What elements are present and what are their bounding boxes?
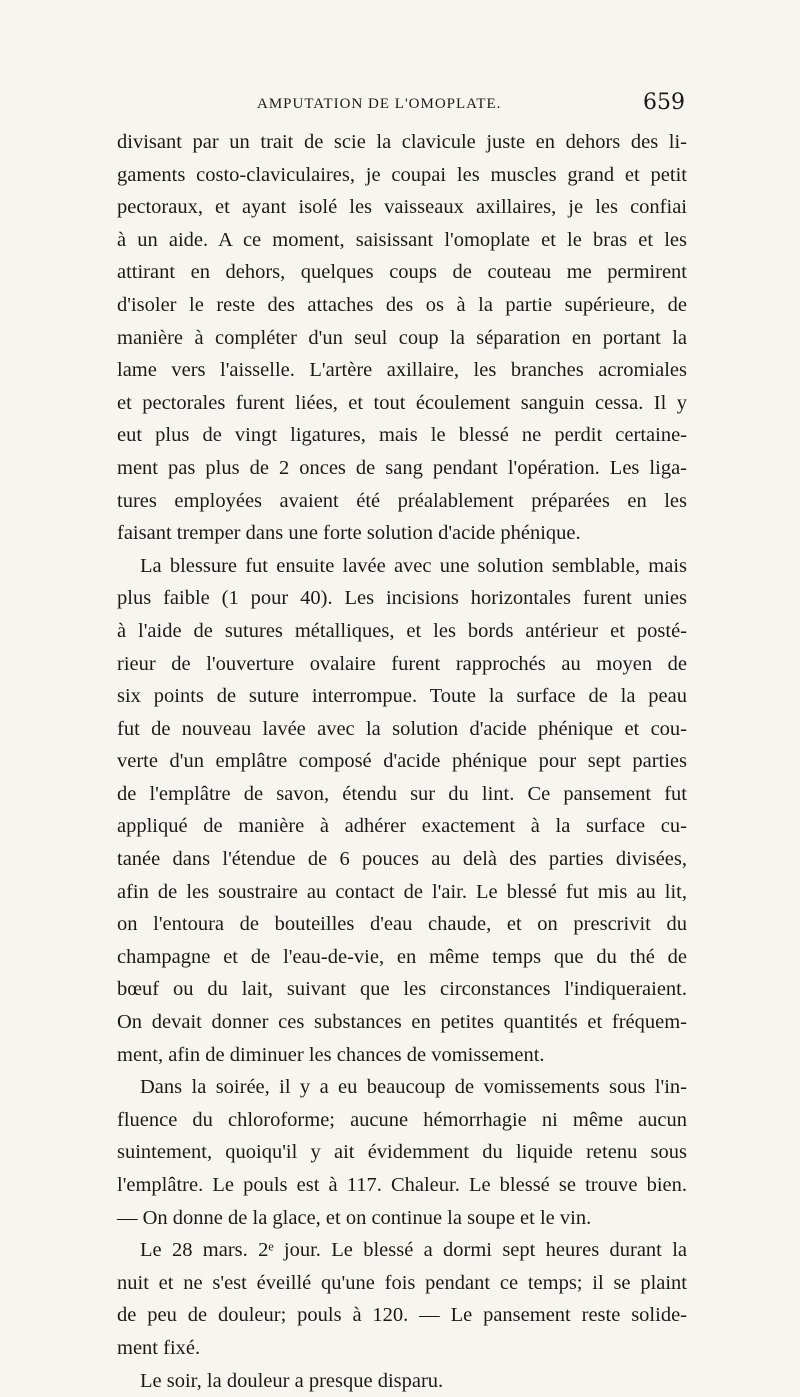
text-line: ment pas plus de 2 onces de sang pendant l'opération. Les liga- xyxy=(117,456,687,479)
text-line: divisant par un trait de scie la clavicule juste en dehors des li- xyxy=(117,131,687,153)
page-number: 659 xyxy=(643,90,685,115)
text-line: fut de nouveau lavée avec la solution d'acide phénique et cou- xyxy=(117,717,687,740)
text-line: Le soir, la douleur a presque disparu. xyxy=(140,1369,444,1392)
text-line: ment fixé. xyxy=(117,1336,201,1359)
text-line: et pectorales furent liées, et tout écoulement sanguin cessa. Il y xyxy=(117,391,687,414)
text-line: gaments costo-claviculaires, je coupai les muscles grand et petit xyxy=(117,163,687,186)
body-text xyxy=(117,126,687,1397)
text-line: suintement, quoiqu'il y ait évidemment du liquide retenu sous xyxy=(117,1141,687,1164)
text-line: rieur de l'ouverture ovalaire furent rapprochés au moyen de xyxy=(117,652,687,675)
running-title: AMPUTATION DE L'OMOPLATE. xyxy=(257,96,502,112)
text-line: faisant tremper dans une forte solution d'acide phénique. xyxy=(117,522,581,545)
text-line: champagne et de l'eau-de-vie, en même temps que du thé de xyxy=(117,945,687,968)
text-line: attirant en dehors, quelques coups de couteau me permirent xyxy=(117,261,687,284)
text-line: On devait donner ces substances en petites quantités et fréquem- xyxy=(117,1011,687,1034)
text-line: à l'aide de sutures métalliques, et les bords antérieur et posté- xyxy=(117,619,687,642)
text-line: Dans la soirée, il y a eu beaucoup de vomissements sous l'in- xyxy=(140,1076,687,1099)
text-line: à un aide. A ce moment, saisissant l'omoplate et le bras et les xyxy=(117,228,687,251)
text-line: six points de suture interrompue. Toute la surface de la peau xyxy=(117,685,687,708)
text-line: La blessure fut ensuite lavée avec une solution semblable, mais xyxy=(140,554,687,577)
text-line: appliqué de manière à adhérer exactement à la surface cu- xyxy=(117,815,687,838)
text-line: fluence du chloroforme; aucune hémorrhagie ni même aucun xyxy=(117,1108,687,1131)
text-line: manière à compléter d'un seul coup la séparation en portant la xyxy=(117,326,687,349)
text-line: plus faible (1 pour 40). Les incisions horizontales furent unies xyxy=(117,587,687,610)
text-line: pectoraux, et ayant isolé les vaisseaux axillaires, je les confiai xyxy=(117,196,687,219)
text-line: verte d'un emplâtre composé d'acide phénique pour sept parties xyxy=(117,750,687,773)
text-line: ment, afin de diminuer les chances de vomissement. xyxy=(117,1043,545,1066)
text-line: on l'entoura de bouteilles d'eau chaude, et on prescrivit du xyxy=(117,913,687,936)
text-line: de l'emplâtre de savon, étendu sur du lint. Ce pansement fut xyxy=(117,782,687,805)
text-line: l'emplâtre. Le pouls est à 117. Chaleur. Le blessé se trouve bien. xyxy=(117,1174,687,1196)
text-line: lame vers l'aisselle. L'artère axillaire, les branches acromiales xyxy=(117,359,687,382)
text-line: eut plus de vingt ligatures, mais le blessé ne perdit certaine- xyxy=(117,424,687,447)
text-line: afin de les soustraire au contact de l'air. Le blessé fut mis au lit, xyxy=(117,880,687,903)
text-line: Le 28 mars. 2ᵉ jour. Le blessé a dormi sept heures durant la xyxy=(140,1239,687,1262)
text-line: nuit et ne s'est éveillé qu'une fois pendant ce temps; il se plaint xyxy=(117,1271,687,1294)
text-line: d'isoler le reste des attaches des os à la partie supérieure, de xyxy=(117,293,687,316)
text-line: tures employées avaient été préalablement préparées en les xyxy=(117,489,687,512)
page-header xyxy=(117,90,685,120)
text-line: bœuf ou du lait, suivant que les circonstances l'indiqueraient. xyxy=(117,978,687,1001)
text-line: de peu de douleur; pouls à 120. — Le pansement reste solide- xyxy=(117,1304,687,1327)
text-line: — On donne de la glace, et on continue la soupe et le vin. xyxy=(117,1206,592,1229)
text-line: tanée dans l'étendue de 6 pouces au delà des parties divisées, xyxy=(117,848,687,871)
